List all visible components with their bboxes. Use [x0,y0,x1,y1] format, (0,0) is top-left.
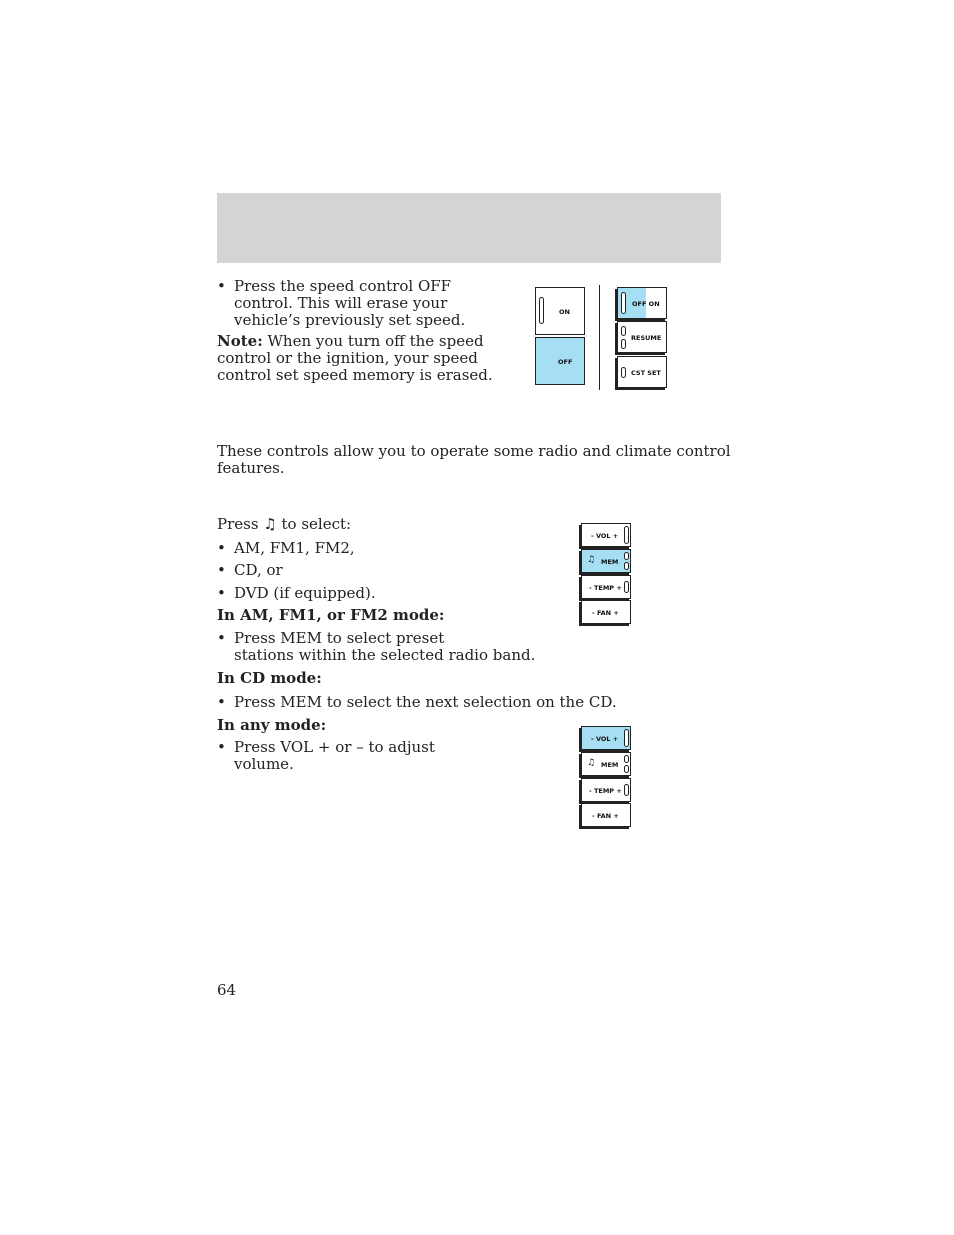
music-note-icon: ♫ [587,555,596,565]
fan-button[interactable]: - FAN + [581,803,631,827]
speed-off-bullet: • Press the speed control OFF control. This will erase your vehicle’s previously set speed. [234,278,465,329]
off-on-button[interactable]: OFF ON [617,287,667,319]
vol-button[interactable]: - VOL + [581,523,631,547]
on-button[interactable]: ON [535,287,585,335]
cd-mode-heading: In CD mode: [217,669,322,687]
cst-set-button[interactable]: CST SET [617,356,667,388]
speed-note: Note: When you turn off the speed control or the ignition, your speed control set speed memory is erased. [217,332,493,384]
press-to-select: Press ♫ to select: [217,515,352,533]
mem-button[interactable]: ♫ MEM [581,549,631,573]
mode-item: • AM, FM1, FM2, [234,540,355,557]
mode-item: • DVD (if equipped). [234,585,376,602]
any-mode-heading: In any mode: [217,716,327,734]
temp-button[interactable]: - TEMP + [581,778,631,802]
any-mode-bullet: • Press VOL + or – to adjust volume. [234,739,435,773]
music-note-icon: ♫ [587,758,596,768]
music-note-icon: ♫ [263,515,277,533]
mode-item: • CD, or [234,562,283,579]
mem-button[interactable]: ♫ MEM [581,752,631,776]
cd-mode-bullet: • Press MEM to select the next selection on the CD. [234,694,617,711]
intro-paragraph: These controls allow you to operate some radio and climate control features. [217,442,731,477]
resume-button[interactable]: RESUME [617,321,667,353]
section-header-band [217,193,721,263]
am-mode-heading: In AM, FM1, or FM2 mode: [217,606,445,624]
temp-button[interactable]: - TEMP + [581,575,631,599]
fan-button[interactable]: - FAN + [581,600,631,624]
off-button[interactable]: OFF [535,337,585,385]
am-mode-bullet: • Press MEM to select preset stations within the selected radio band. [234,630,535,664]
vol-button[interactable]: - VOL + [581,726,631,750]
page-number: 64 [217,981,237,999]
diagram-divider [599,285,600,390]
